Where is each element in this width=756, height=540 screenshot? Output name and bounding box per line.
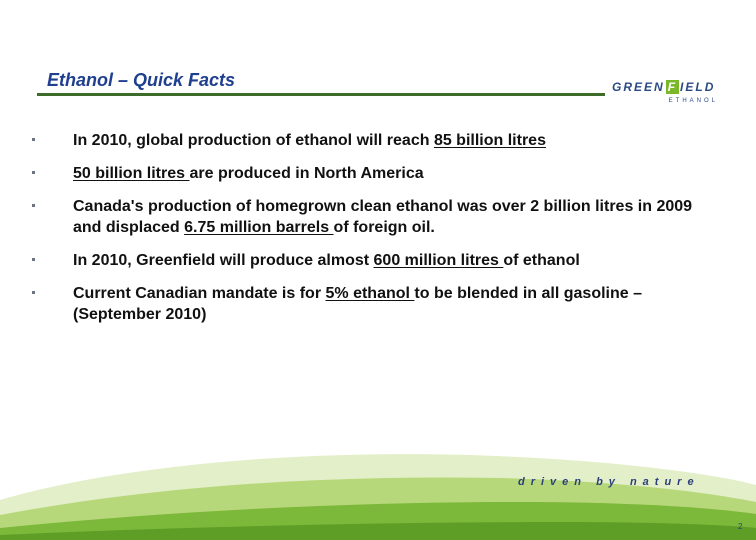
logo-wordmark xyxy=(612,80,715,94)
logo-word-box: F xyxy=(667,80,678,94)
bullet-marker xyxy=(32,291,35,294)
logo-word-after: IELD xyxy=(680,80,716,94)
bullet-item xyxy=(30,163,710,184)
bullet-marker xyxy=(32,204,35,207)
footer-wave-graphic xyxy=(0,440,756,540)
bullet-list xyxy=(30,130,710,337)
logo-subtitle: ETHANOL xyxy=(668,98,718,104)
tagline: driven by nature xyxy=(518,476,700,488)
bullet-item xyxy=(30,283,710,325)
bullet-text-end: of ethanol xyxy=(503,252,580,269)
slide-title: Ethanol – Quick Facts xyxy=(47,70,236,90)
bullet-emphasis: 6.75 million barrels xyxy=(184,219,334,236)
bullet-item xyxy=(30,196,710,238)
bullet-emphasis: 85 billion litres xyxy=(433,132,546,149)
bullet-emphasis: 50 billion litres xyxy=(73,165,190,182)
bullet-text: Current Canadian mandate is for xyxy=(73,285,326,302)
bullet-item xyxy=(30,130,710,151)
bullet-text-end: to be blended in all gasoline – (September 2010) xyxy=(73,285,642,323)
title-divider xyxy=(37,93,605,96)
greenfield-logo xyxy=(612,80,722,110)
bullet-text: Canada's production of homegrown clean ethanol was over 2 billion litres in 2009 and displaced xyxy=(73,198,693,236)
bullet-emphasis: 600 million litres xyxy=(373,252,504,269)
logo-word-before: GREEN xyxy=(612,80,665,94)
bullet-marker xyxy=(32,171,35,174)
bullet-text: In 2010, global production of ethanol will reach xyxy=(73,132,434,149)
bullet-marker xyxy=(32,258,35,261)
bullet-marker xyxy=(32,138,35,141)
bullet-text-end: are produced in North America xyxy=(189,165,424,182)
bullet-emphasis: 5% ethanol xyxy=(325,285,415,302)
page-number: 2 xyxy=(738,522,743,531)
bullet-text-end: of foreign oil. xyxy=(333,219,435,236)
bullet-text: In 2010, Greenfield will produce almost xyxy=(73,252,374,269)
bullet-item xyxy=(30,250,710,271)
